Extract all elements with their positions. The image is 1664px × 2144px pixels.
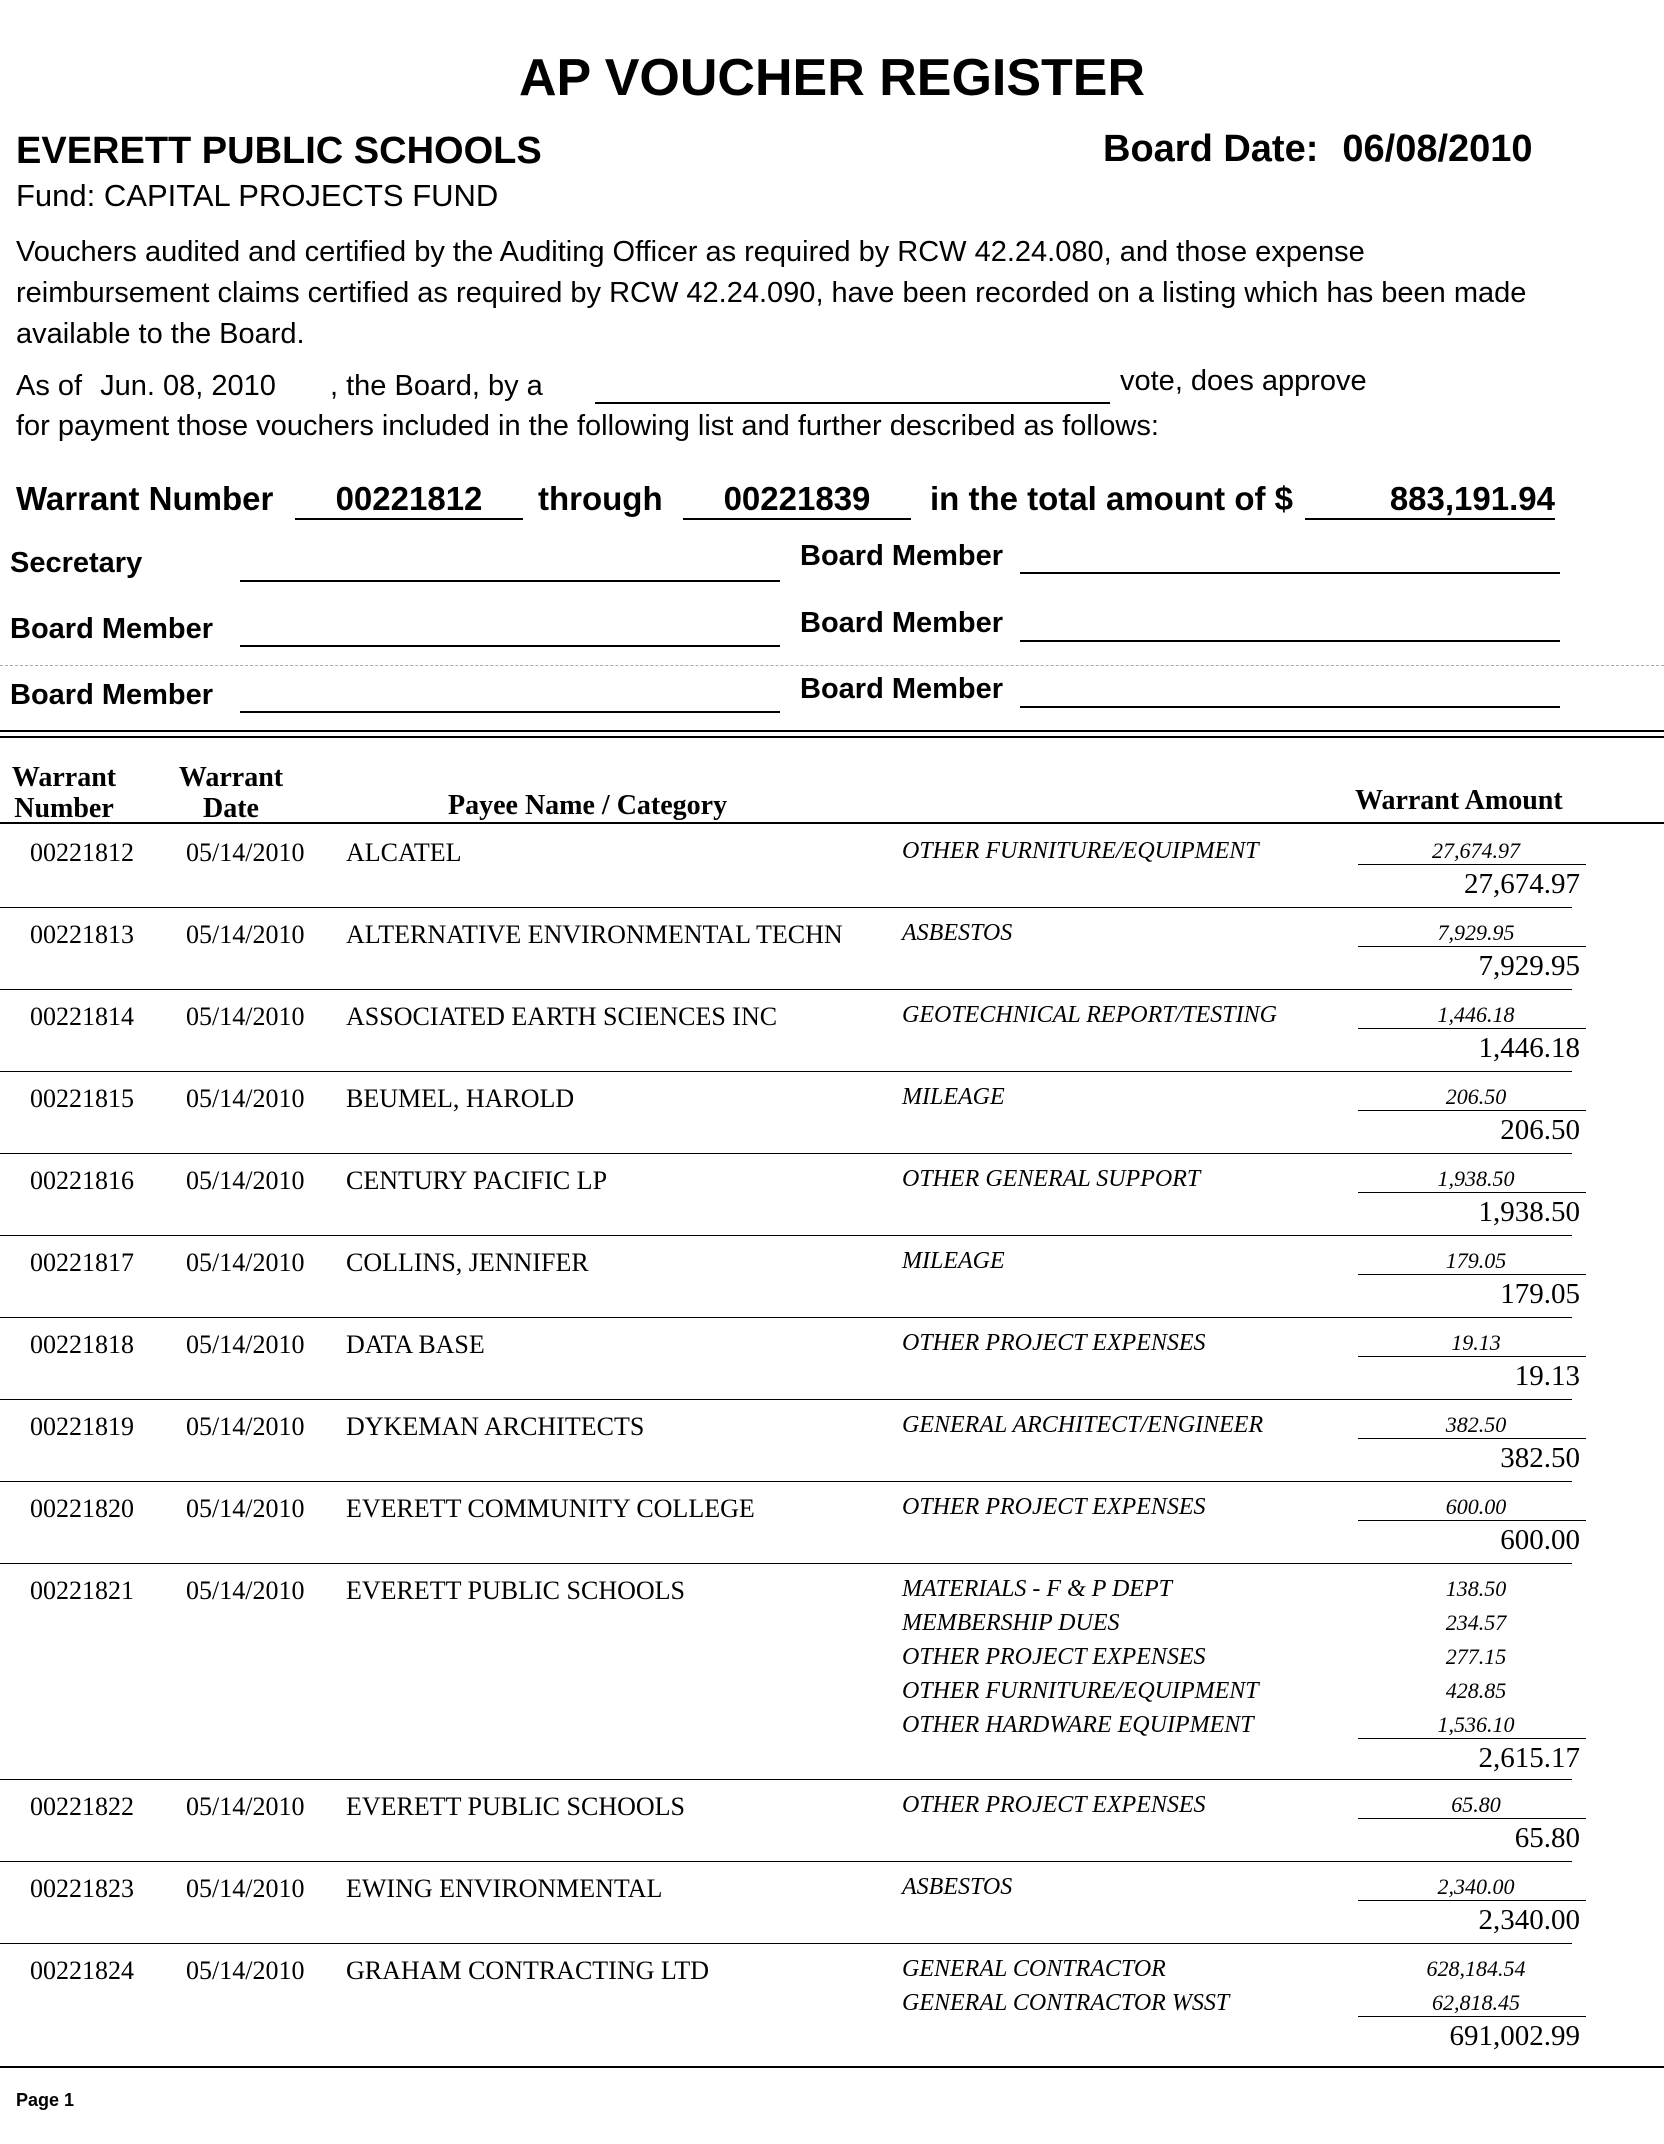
expense-category: ASBESTOS [902,920,1013,946]
page-title: AP VOUCHER REGISTER [518,49,1146,107]
header-underline [0,822,1664,824]
warrant-amount: 2,615.17 [1478,1742,1580,1774]
board-date-label: Board Date: [1103,128,1319,170]
category-amount: 428.85 [1445,1678,1507,1703]
warrant-date: 05/14/2010 [186,1792,305,1821]
subtotal-underline [1358,864,1586,865]
payee-name: GRAHAM CONTRACTING LTD [346,1956,710,1985]
row-separator [0,1235,1572,1236]
category-amount: 234.57 [1445,1610,1507,1635]
board-member-label: Board Member [800,673,1004,705]
row-separator [0,1153,1572,1154]
category-amount: 600.00 [1445,1494,1507,1519]
payee-name: ALTERNATIVE ENVIRONMENTAL TECHN [346,920,843,949]
board-by-text: , the Board, by a [329,370,543,402]
vote-blank-line [595,402,1110,404]
expense-category: OTHER FURNITURE/EQUIPMENT [902,838,1259,864]
approval-line-2: for payment those vouchers included in the following list and further described as follows: [16,410,1159,442]
warrant-date: 05/14/2010 [186,1248,305,1277]
board-member-label: Board Member [10,613,214,645]
expense-category: MEMBERSHIP DUES [902,1610,1120,1636]
warrant-date: 05/14/2010 [186,1166,305,1195]
row-separator [0,907,1572,908]
row-separator [0,1563,1572,1564]
warrant-amount: 206.50 [1500,1114,1580,1146]
warrant-amount: 691,002.99 [1449,2020,1580,2052]
board-member-label: Board Member [800,540,1004,572]
header-warrant-number-line1: Warrant [11,762,117,793]
subtotal-underline [1358,1192,1586,1193]
subtotal-underline [1358,1520,1586,1521]
divider [0,730,1664,732]
category-amount: 19.13 [1451,1330,1501,1355]
subtotal-underline [1358,1356,1586,1357]
warrant-number-label: Warrant Number [16,480,274,517]
vote-text: vote, does approve [1120,365,1367,397]
row-separator [0,1317,1572,1318]
warrant-amount: 179.05 [1500,1278,1580,1310]
warrant-number: 00221818 [30,1330,134,1359]
warrant-number: 00221824 [30,1956,134,1985]
category-amount: 628,184.54 [1426,1956,1526,1981]
payee-name: COLLINS, JENNIFER [346,1248,589,1277]
category-amount: 7,929.95 [1437,920,1515,945]
category-amount: 65.80 [1451,1792,1501,1817]
board-member-signature-line [240,711,780,713]
payee-name: DATA BASE [346,1330,485,1359]
warrant-number: 00221815 [30,1084,134,1113]
expense-category: GEOTECHNICAL REPORT/TESTING [902,1002,1277,1028]
expense-category: OTHER PROJECT EXPENSES [902,1494,1206,1520]
divider [0,665,1664,666]
warrant-number: 00221814 [30,1002,134,1031]
warrant-amount: 19.13 [1514,1360,1580,1392]
expense-category: MILEAGE [902,1248,1005,1274]
warrant-amount: 600.00 [1500,1524,1580,1556]
board-member-label: Board Member [10,679,214,711]
subtotal-underline [1358,1818,1586,1819]
subtotal-underline [1358,1274,1586,1275]
warrant-date: 05/14/2010 [186,1084,305,1113]
expense-category: MILEAGE [902,1084,1005,1110]
category-amount: 62,818.45 [1432,1990,1520,2015]
warrant-number: 00221813 [30,920,134,949]
header-warrant-number-line2: Number [14,793,114,824]
row-separator [0,1779,1572,1780]
warrant-total: 883,191.94 [1305,480,1555,520]
organization-name: EVERETT PUBLIC SCHOOLS [16,130,542,172]
category-amount: 138.50 [1445,1576,1507,1601]
payee-name: CENTURY PACIFIC LP [346,1166,608,1195]
total-amount-label: in the total amount of $ [930,480,1293,517]
subtotal-underline [1358,1438,1586,1439]
warrant-number: 00221812 [30,838,134,867]
warrant-date: 05/14/2010 [186,1002,305,1031]
through-label: through [538,480,663,517]
warrant-date: 05/14/2010 [186,1412,305,1441]
payee-name: EVERETT PUBLIC SCHOOLS [346,1576,685,1605]
row-separator [0,1943,1572,1944]
header-warrant-number [4,762,124,824]
expense-category: OTHER FURNITURE/EQUIPMENT [902,1678,1259,1704]
board-member-signature-line [240,645,780,647]
category-amount: 2,340.00 [1437,1874,1515,1899]
warrant-to: 00221839 [683,480,911,520]
expense-category: OTHER PROJECT EXPENSES [902,1330,1206,1356]
header-amount: Warrant Amount [1355,785,1563,816]
header-warrant-date-line2: Date [203,793,259,824]
subtotal-underline [1358,1900,1586,1901]
category-amount: 1,938.50 [1437,1166,1515,1191]
category-amount: 206.50 [1445,1084,1507,1109]
certification-text: Vouchers audited and certified by the Auditing Officer as required by RCW 42.24.080, and those expense reimbursement claims certified as required by RCW 42.24.090, have been recorded on a listing which has been made available to the Board. [16,236,1527,350]
divider [0,736,1664,738]
warrant-amount: 7,929.95 [1478,950,1580,982]
warrant-number: 00221816 [30,1166,134,1195]
warrant-date: 05/14/2010 [186,1494,305,1523]
warrant-amount: 382.50 [1500,1442,1580,1474]
expense-category: ASBESTOS [902,1874,1013,1900]
category-amount: 382.50 [1445,1412,1507,1437]
warrant-amount: 1,938.50 [1478,1196,1580,1228]
row-separator [0,1071,1572,1072]
board-date [1103,128,1533,171]
warrant-date: 05/14/2010 [186,1956,305,1985]
row-separator [0,989,1572,990]
warrant-amount: 1,446.18 [1478,1032,1580,1064]
subtotal-underline [1358,1028,1586,1029]
category-amount: 179.05 [1445,1248,1507,1273]
row-separator [0,1481,1572,1482]
expense-category: OTHER HARDWARE EQUIPMENT [902,1712,1254,1738]
category-amount: 1,446.18 [1437,1002,1515,1027]
divider [0,2066,1664,2068]
expense-category: GENERAL CONTRACTOR [902,1956,1166,1982]
expense-category: OTHER GENERAL SUPPORT [902,1166,1201,1192]
approval-line [16,370,543,403]
header-payee: Payee Name / Category [448,790,728,821]
payee-name: DYKEMAN ARCHITECTS [346,1412,645,1441]
row-separator [0,1861,1572,1862]
category-amount: 1,536.10 [1437,1712,1515,1737]
warrant-number: 00221819 [30,1412,134,1441]
secretary-label: Secretary [10,547,143,579]
row-separator [0,1399,1572,1400]
board-member-signature-line [1020,640,1560,642]
page-number: Page 1 [16,2090,75,2110]
expense-category: GENERAL ARCHITECT/ENGINEER [902,1412,1264,1438]
payee-name: ALCATEL [346,838,462,867]
header-warrant-date [166,762,296,824]
category-amount: 277.15 [1445,1644,1507,1669]
subtotal-underline [1358,1110,1586,1111]
payee-name: EVERETT COMMUNITY COLLEGE [346,1494,755,1523]
subtotal-underline [1358,946,1586,947]
secretary-signature-line [240,580,780,582]
payee-name: BEUMEL, HAROLD [346,1084,575,1113]
warrant-date: 05/14/2010 [186,1330,305,1359]
category-amount: 27,674.97 [1432,838,1520,863]
board-member-label: Board Member [800,607,1004,639]
warrant-date: 05/14/2010 [186,838,305,867]
warrant-number: 00221823 [30,1874,134,1903]
warrant-date: 05/14/2010 [186,920,305,949]
warrant-date: 05/14/2010 [186,1576,305,1605]
payee-name: EVERETT PUBLIC SCHOOLS [346,1792,685,1821]
board-member-signature-line [1020,572,1560,574]
warrant-number: 00221821 [30,1576,134,1605]
warrant-amount: 2,340.00 [1478,1904,1580,1936]
expense-category: GENERAL CONTRACTOR WSST [902,1990,1230,2016]
warrant-amount: 27,674.97 [1464,868,1580,900]
subtotal-underline [1358,2016,1586,2017]
as-of-date: Jun. 08, 2010 [100,370,276,402]
warrant-date: 05/14/2010 [186,1874,305,1903]
as-of-label: As of [16,370,83,402]
board-date-value: 06/08/2010 [1342,128,1533,170]
fund-name: Fund: CAPITAL PROJECTS FUND [16,178,499,213]
warrant-number: 00221820 [30,1494,134,1523]
warrant-number: 00221822 [30,1792,134,1821]
expense-category: OTHER PROJECT EXPENSES [902,1644,1206,1670]
header-warrant-date-line1: Warrant [178,762,284,793]
warrant-number: 00221817 [30,1248,134,1277]
payee-name: ASSOCIATED EARTH SCIENCES INC [346,1002,778,1031]
expense-category: MATERIALS - F & P DEPT [902,1576,1172,1602]
subtotal-underline [1358,1738,1586,1739]
payee-name: EWING ENVIRONMENTAL [346,1874,663,1903]
warrant-amount: 65.80 [1514,1822,1580,1854]
warrant-from: 00221812 [295,480,523,520]
board-member-signature-line [1020,706,1560,708]
expense-category: OTHER PROJECT EXPENSES [902,1792,1206,1818]
